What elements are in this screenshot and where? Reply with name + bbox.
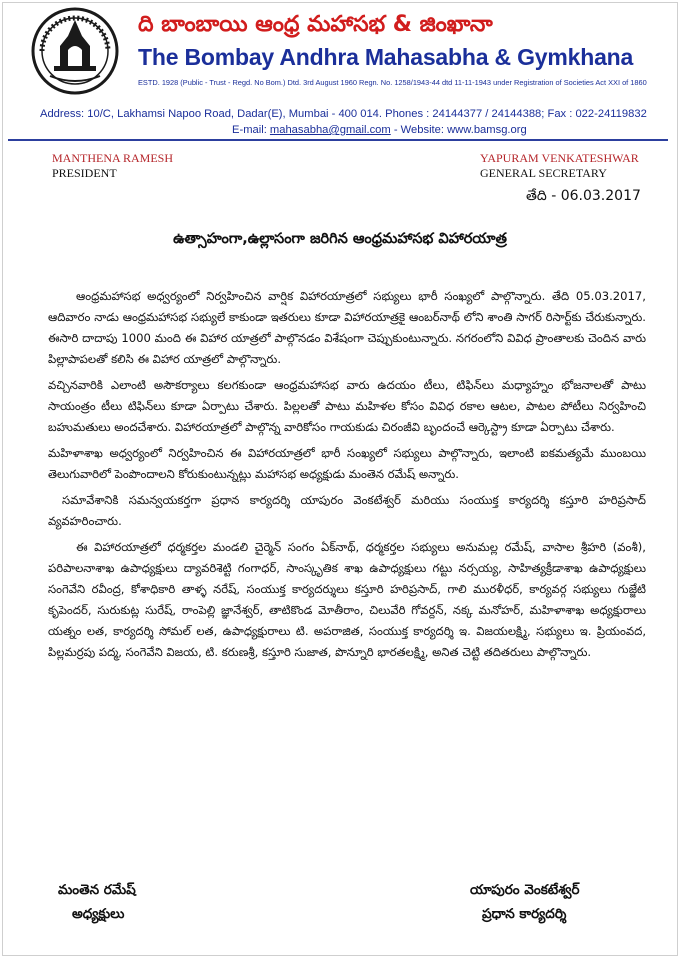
letter-subject: ఉత్సాహంగా,ఉల్లాసంగా జరిగిన ఆంధ్రమహాసభ విహారయాత్ర	[173, 231, 507, 247]
president-role: PRESIDENT	[52, 166, 117, 180]
letter-body	[48, 286, 646, 668]
temple-emblem-logo	[30, 6, 120, 96]
secretary-name: YAPURAM VENKATESHWAR	[480, 151, 639, 165]
secretary-signature-role: ప్రధాన కార్యదర్శి	[482, 906, 567, 922]
president-signature-name: మంతెన రమేష్	[58, 882, 136, 898]
president-block	[52, 151, 173, 181]
secretary-role: GENERAL SECRETARY	[480, 166, 607, 180]
org-address: Address: 10/C, Lakhamsi Napoo Road, Dadar(E), Mumbai - 400 014. Phones : 24144377 / 24144388; Fax : 022-24119832	[40, 108, 647, 120]
president-signature	[58, 878, 136, 926]
secretary-block	[480, 151, 639, 181]
letter-date: తేది - 06.03.2017	[526, 188, 641, 204]
body-paragraph: మహిళాశాఖ అధ్వర్యంలో నిర్వహించిన ఈ విహారయాత్రలో భారీ సంఖ్యలో సభ్యులు పాల్గొన్నారు, ఇలాంటి ఐకమత్యమే ముంబయి తెలుగువారిలో పెంపొందాలని కోరుకుంటున్నట్లు మహాసభ అధ్యక్షుడు మంతెన రమేష్ అన్నారు.	[48, 446, 646, 481]
email-link[interactable]: mahasabha@gmail.com	[269, 124, 391, 136]
email-label: E-mail:	[232, 124, 270, 136]
secretary-signature-name: యాపురం వెంకటేశ్వర్	[470, 882, 580, 898]
header-divider	[8, 139, 668, 141]
body-paragraph: వచ్చినవారికి ఎలాంటి అసౌకర్యాలు కలగకుండా ఆంధ్రమహాసభ వారు ఉదయం టీలు, టిఫిన్‌లు మధ్యాహ్నం భోజనాలతో పాటు సాయంత్రం టీలు టిఫిన్‌లు కూడా ఏర్పాటు చేశారు. పిల్లలతో పాటు మహిళల కోసం వివిధ రకాల ఆటల, పాటల పోటీలు నిర్వహించి బహుమతులు అందచేశారు. విహారయాత్రలో పాల్గొన్న వారికోసం గాయకుడు చిరంజీవి బృందంచే ఆర్కెస్ట్రా కూడా ఏర్పాటు చేశారు.	[48, 378, 646, 434]
website-text: - Website: www.bamsg.org	[390, 124, 527, 136]
president-signature-role: అధ్యక్షులు	[72, 906, 125, 922]
org-title-english: The Bombay Andhra Mahasabha & Gymkhana	[138, 44, 634, 70]
body-paragraph: సమావేశానికి సమన్వయకర్తగా ప్రధాన కార్యదర్శి యాపురం వెంకటేశ్వర్ మరియు సంయుక్త కార్యదర్శి కస్తూరి హరిప్రసాద్ వ్యవహరించారు.	[48, 493, 646, 528]
contact-line	[232, 124, 672, 136]
secretary-signature	[470, 878, 580, 926]
org-title-telugu: ది బాంబాయి ఆంధ్ర మహాసభ & జింఖానా	[138, 12, 493, 37]
body-paragraph: ఈ విహారయాత్రలో ధర్మకర్తల మండలి చైర్మెన్ సంగం ఏక్‌నాథ్, ధర్మకర్తల సభ్యులు అనుమల్ల రమేష్, వాసాల శ్రీహరి (వంశీ), పరిపాలనాశాఖ ఉపాధ్యక్షులు ద్యావరిశెట్టి గంగాధర్, సాంస్కృతిక శాఖ ఉపాధ్యక్షులు గట్టు నర్సయ్య, సాహిత్యక్రీడాశాఖ ఉపాధ్యక్షులు సంగెవేని రవీంద్ర, కోశాధికారి తాళ్ళ నరేష్, సంయుక్త కార్యదర్శులు కస్తూరి హరిప్రసాద్, గాలి మురళీధర్, కార్యవర్గ సభ్యులు గుజ్జేటి కృపెందర్, సురుకుట్ల సురేష్, రాంపెల్లి జ్ఞానేశ్వర్, తాటికొండ మోతీరాం, చిలువేరి గోవర్దన్, నక్క మనోహర్, మహిళాశాఖ అధ్యక్షురాలు యత్నం లత, కార్యదర్శి సోమల్ లత, ఉపాధ్యక్షురాలు టి. అపరాజిత, సంయుక్త కార్యదర్శి ఇ. విజయలక్ష్మి, సభ్యులు ఇ. ప్రియంవద, పిల్లమర్రపు పద్మ, సంగెవేని విజయ, టి. కరుణశ్రీ, కస్తూరి సుజాత, పొన్నూరి భారతలక్ష్మి, అనిత చెట్టి తదితరులు పాల్గొన్నారు.	[48, 540, 646, 659]
president-name: MANTHENA RAMESH	[52, 151, 174, 165]
body-paragraph: ఆంధ్రమహాసభ అధ్వర్యంలో నిర్వహించిన వార్షిక విహారయాత్రలో సభ్యులు భారీ సంఖ్యలో పాల్గొన్నారు. తేది 05.03.2017, ఆదివారం నాడు ఆంధ్రమహాసభ సభ్యులే కాకుండా ఇతరులు కూడా విహారయాత్రకై ఆంబర్‌నాథ్ లోని శాంతి సాగర్ రిసార్ట్‌కు చేరుకున్నారు. ఈసారి దాదాపు 1000 మంది ఈ విహార యాత్రలో పాల్గొనడం విశేషంగా చెప్పుకుంటున్నారు. నగరంలోని వివిధ ప్రాంతాలకు చెందిన వారు పిల్లాపాపలతో కలిసి ఈ విహార యాత్రలో పాల్గొన్నారు.	[48, 289, 646, 366]
registration-details: ESTD. 1928 (Public - Trust - Regd. No Bom.) Dtd. 3rd August 1960 Regn. No. 1258/1943-44 dtd 11-11-1943 under Registration of Societies Act XXI of 1860	[138, 78, 647, 87]
